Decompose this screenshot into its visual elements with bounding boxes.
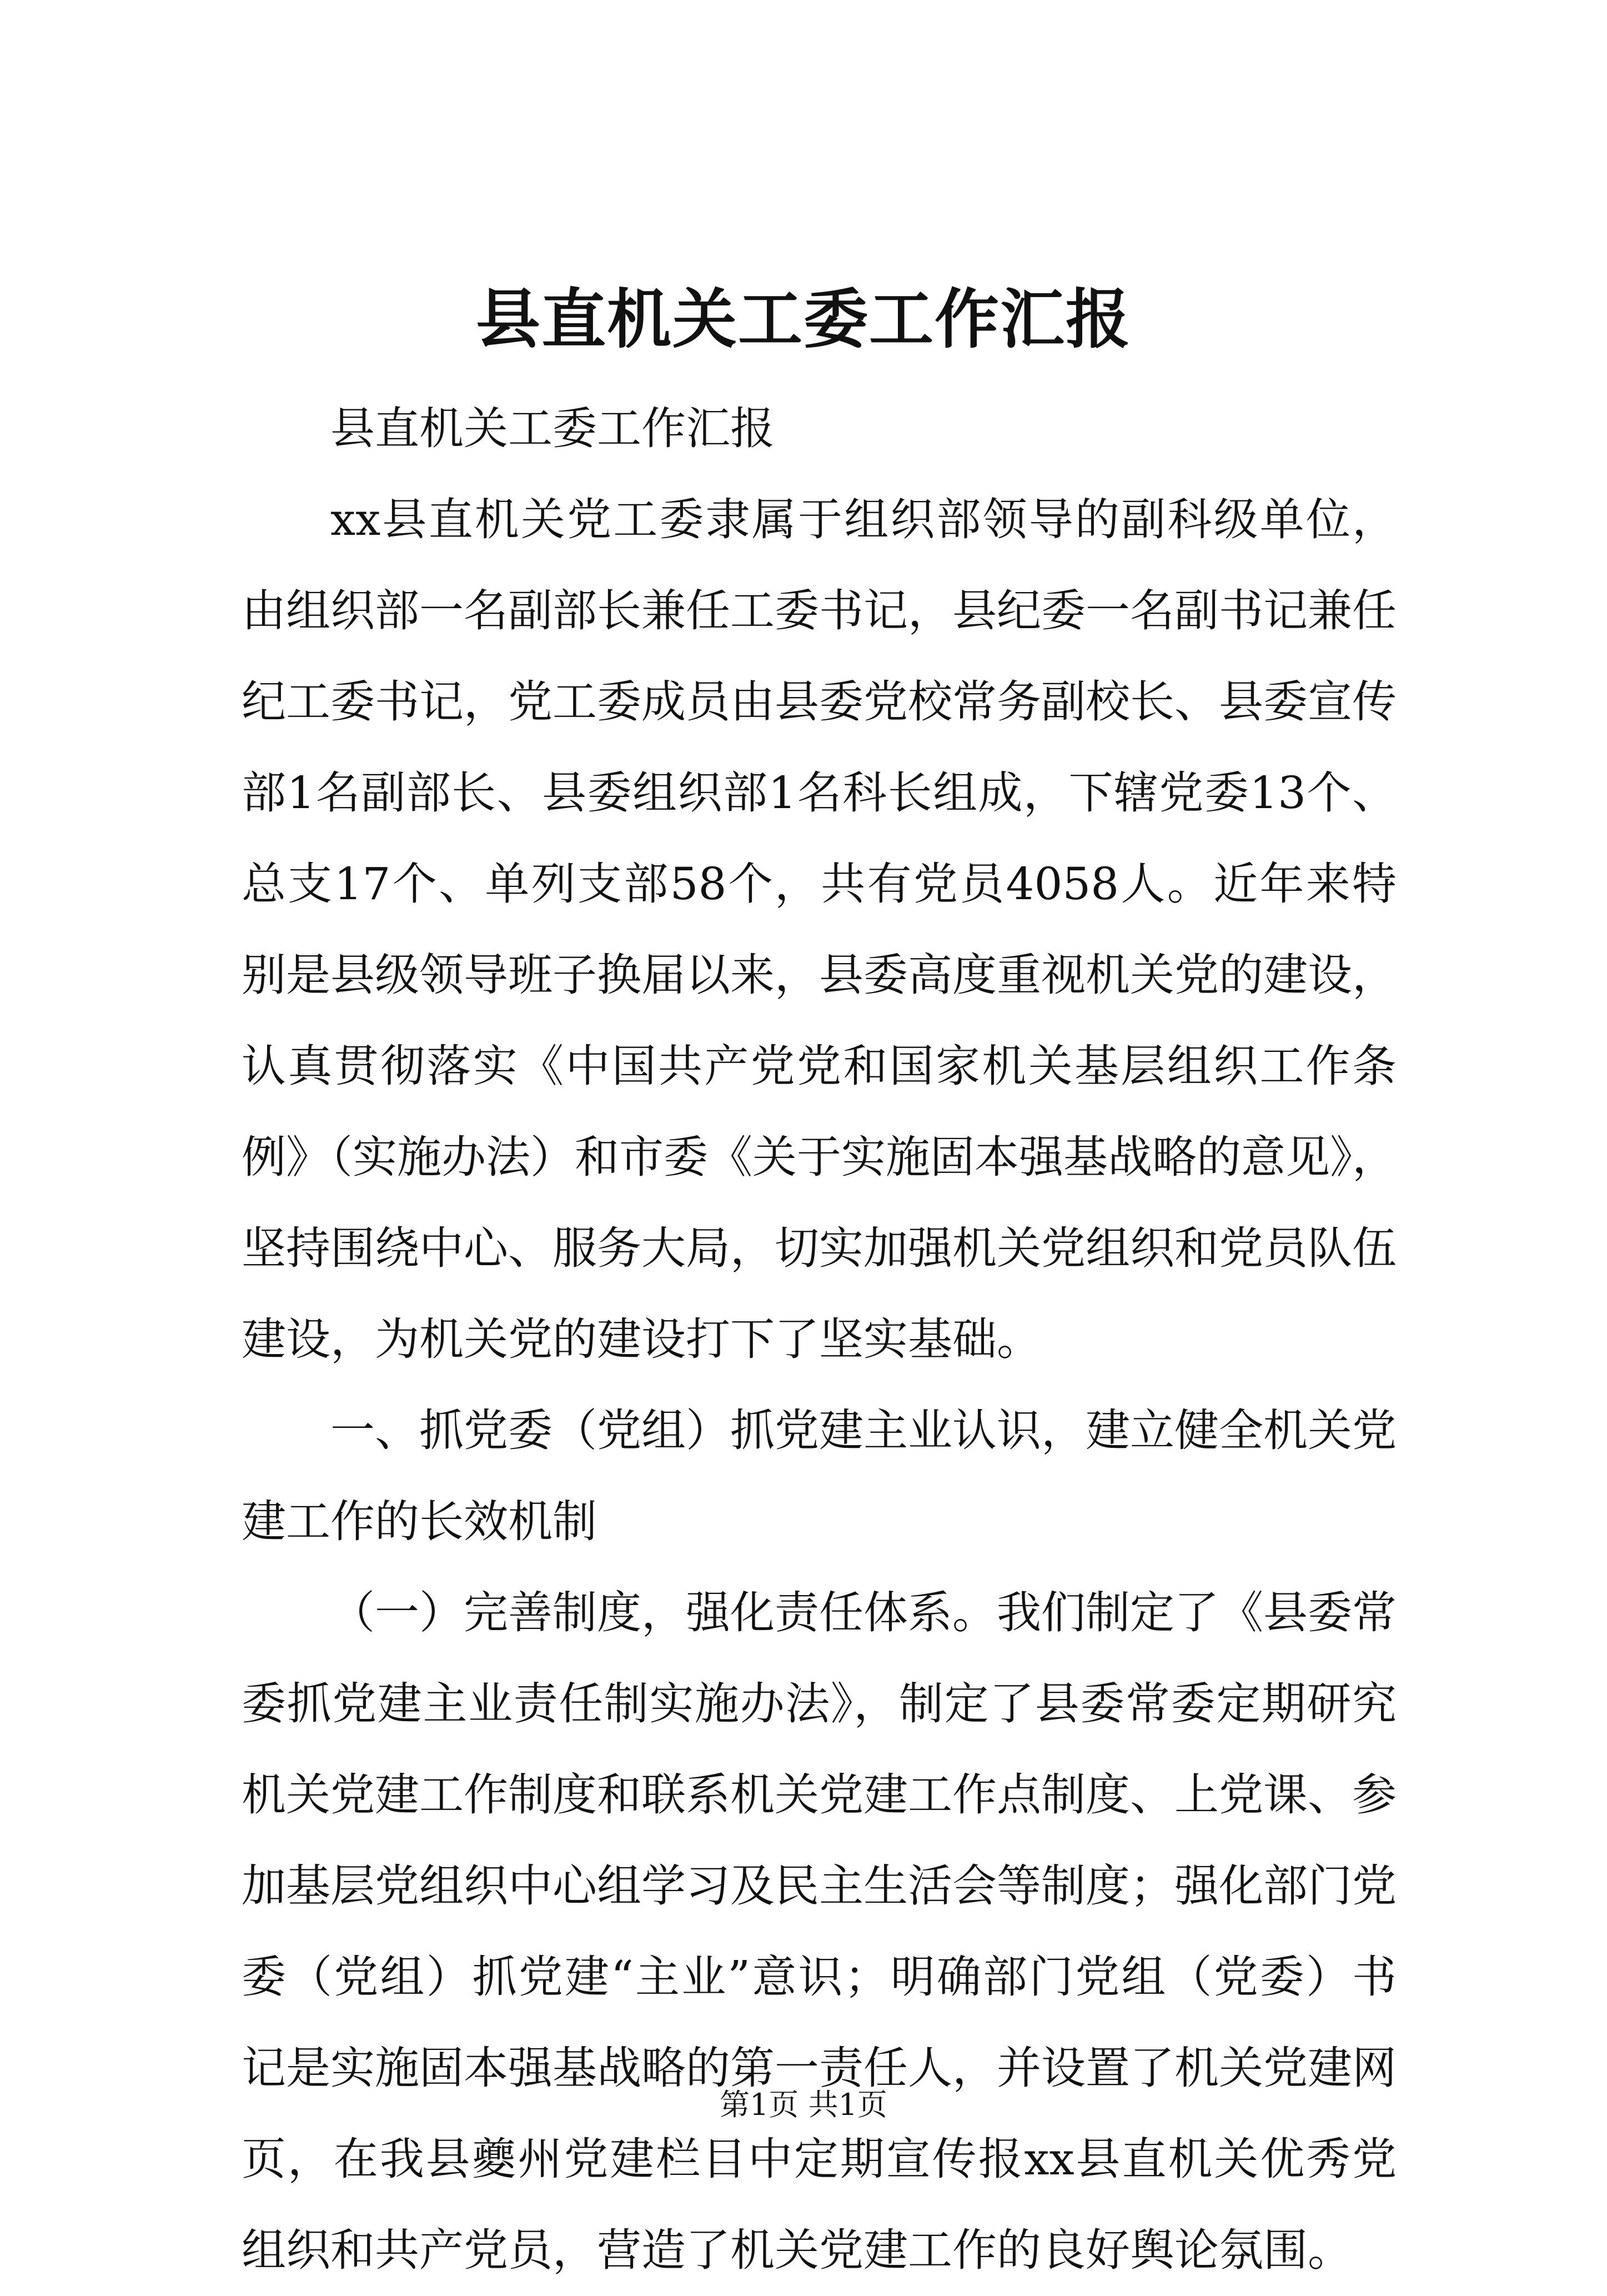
paragraph-section-heading: 一、抓党委（党组）抓党建主业认识，建立健全机关党建工作的长效机制	[242, 1405, 1397, 1547]
page-footer: 第1页 共1页	[720, 2087, 887, 2122]
paragraph-intro: xx县直机关党工委隶属于组织部领导的副科级单位，由组织部一名副部长兼任工委书记，县纪委一名副书记兼任纪工委书记，党工委成员由县委党校常务副校长、县委宣传部1名副部长、县委组织部1名科长组成，下辖党委13个、总支17个、单列支部58个，共有党员4058人。近年来特别是县级领导班子换届以来，县委高度重视机关党的建设，认真贯彻落实《中国共产党党和国家机关基层组织工作条例》（实施办法）和市委《关于实施固本强基战略的意见》，坚持围绕中心、服务大局，切实加强机关党组织和党员队伍建设，为机关党的建设打下了坚实基础。	[242, 494, 1397, 1365]
paragraph-subsection: （一）完善制度，强化责任体系。我们制定了《县委常委抓党建主业责任制实施办法》，制定了县委常委定期研究机关党建工作制度和联系机关党建工作点制度、上党课、参加基层党组织中心组学习及民主生活会等制度；强化部门党委（党组）抓党建“主业”意识；明确部门党组（党委）书记是实施固本强基战略的第一责任人，并设置了机关党建网页，在我县夔州党建栏目中定期宣传报xx县直机关优秀党组织和共产党员，营造了机关党建工作的良好舆论氛围。	[242, 1587, 1397, 2276]
document-body	[242, 383, 1397, 2296]
paragraph-subtitle: 县直机关工委工作汇报	[330, 403, 775, 454]
document-title: 县直机关工委工作汇报	[476, 282, 1131, 357]
